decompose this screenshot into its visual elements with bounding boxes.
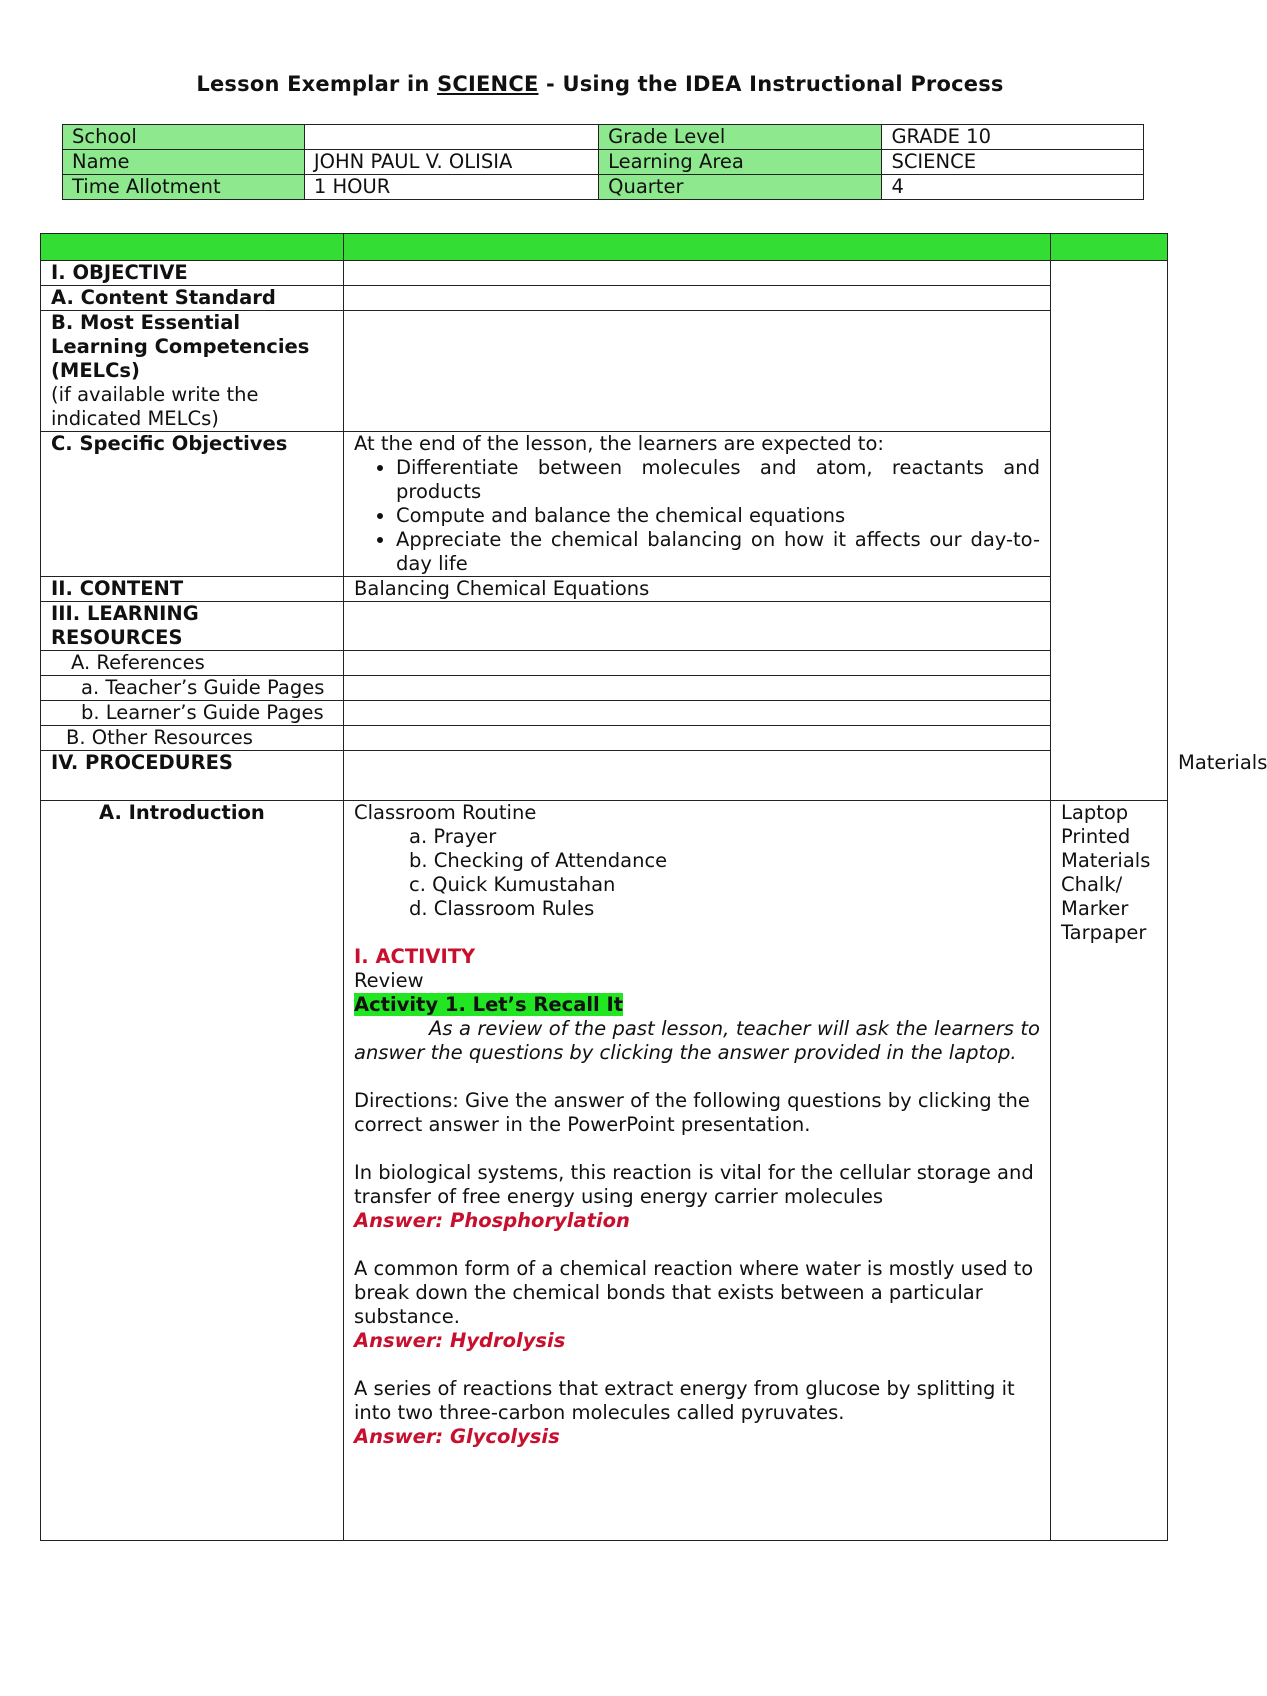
teachers-guide-text: a. Teacher’s Guide Pages (81, 676, 325, 699)
procedures-label: IV. PROCEDURES (41, 751, 344, 801)
name-label: Name (63, 150, 305, 175)
row-objective (41, 261, 1168, 286)
answer-1: Answer: Phosphorylation (354, 1209, 630, 1232)
list-item: • Differentiate between molecules and atom, reactants and products (396, 456, 1040, 504)
row-other-resources (41, 726, 1168, 751)
lesson-plan-table (40, 233, 1267, 1541)
school-value (304, 125, 598, 150)
content-standard-label: A. Content Standard (41, 286, 344, 311)
specific-objectives-list (354, 456, 1040, 576)
row-content-standard (41, 286, 1168, 311)
document-title (0, 72, 1200, 96)
question-2: A common form of a chemical reaction where water is mostly used to break down the chemical bonds that exists between a particular substance. (354, 1257, 1034, 1328)
lesson-info-table (62, 124, 1144, 200)
answer-3: Answer: Glycolysis (354, 1425, 560, 1448)
objective-label: I. OBJECTIVE (41, 261, 344, 286)
table-header-row (41, 234, 1168, 261)
teachers-guide-label (41, 676, 344, 701)
melcs-label: B. Most Essential Learning Competencies (MELCs) (51, 311, 310, 382)
routine-list (354, 825, 1040, 921)
row-introduction (41, 801, 1168, 1541)
list-item: • Compute and balance the chemical equations (396, 504, 1040, 528)
list-item: c. Quick Kumustahan (409, 873, 616, 896)
list-item: Tarpaper (1061, 921, 1147, 944)
list-item: d. Classroom Rules (409, 897, 595, 920)
content-value: Balancing Chemical Equations (344, 577, 1051, 602)
list-item: • Appreciate the chemical balancing on how it affects our day-to-day life (396, 528, 1040, 576)
time-allotment-label: Time Allotment (63, 175, 305, 200)
activity-heading: I. ACTIVITY (354, 945, 476, 968)
title-suffix: - Using the IDEA Instructional Process (538, 72, 1004, 96)
name-value: JOHN PAUL V. OLISIA (304, 150, 598, 175)
row-content (41, 577, 1168, 602)
time-allotment-value: 1 HOUR (304, 175, 598, 200)
directions-text: Directions: Give the answer of the following questions by clicking the correct answer in the PowerPoint presentation. (354, 1089, 1030, 1136)
introduction-content (344, 801, 1051, 1541)
row-learning-resources (41, 602, 1168, 651)
row-procedures: IV. PROCEDURES Materials (41, 751, 1168, 801)
list-item: Laptop (1061, 801, 1129, 824)
learning-area-label: Learning Area (599, 150, 882, 175)
title-prefix: Lesson Exemplar in (196, 72, 438, 96)
specific-objectives-intro: At the end of the lesson, the learners are expected to: (354, 432, 884, 455)
list-item: Chalk/ Marker (1061, 873, 1129, 920)
row-references (41, 651, 1168, 676)
specific-objectives-label: C. Specific Objectives (41, 432, 344, 577)
question-1: In biological systems, this reaction is vital for the cellular storage and transfer of free energy using energy carrier molecules (354, 1161, 1034, 1208)
introduction-label: A. Introduction (41, 801, 344, 1541)
list-item: Printed Materials (1061, 825, 1151, 872)
content-label: II. CONTENT (41, 577, 344, 602)
answer-2: Answer: Hydrolysis (354, 1329, 566, 1352)
specific-objectives-cell (344, 432, 1051, 577)
melcs-cell (41, 311, 344, 432)
row-specific-objectives (41, 432, 1168, 577)
review-label: Review (354, 969, 424, 992)
activity-title: Activity 1. Let’s Recall It (354, 993, 624, 1016)
school-label: School (63, 125, 305, 150)
list-item: b. Checking of Attendance (409, 849, 668, 872)
row-melcs (41, 311, 1168, 432)
materials-list (1051, 801, 1168, 1541)
quarter-value: 4 (882, 175, 1144, 200)
activity-description: As a review of the past lesson, teacher will ask the learners to answer the questions by clicking the answer provided in the laptop. (354, 1017, 1040, 1064)
learners-guide-text: b. Learner’s Guide Pages (81, 701, 324, 724)
learning-area-value: SCIENCE (882, 150, 1144, 175)
question-3: A series of reactions that extract energy from glucose by splitting it into two three-carbon molecules called pyruvates. (354, 1377, 1015, 1424)
references-label: A. References (41, 651, 344, 676)
list-item: a. Prayer (409, 825, 497, 848)
grade-level-label: Grade Level (599, 125, 882, 150)
quarter-label: Quarter (599, 175, 882, 200)
learning-resources-label: III. LEARNING RESOURCES (41, 602, 344, 651)
title-subject: SCIENCE (437, 72, 539, 96)
other-resources-label: B. Other Resources (41, 726, 344, 751)
row-teachers-guide (41, 676, 1168, 701)
row-learners-guide (41, 701, 1168, 726)
routine-title: Classroom Routine (354, 801, 537, 824)
learners-guide-label (41, 701, 344, 726)
melcs-note: (if available write the indicated MELCs) (51, 383, 259, 430)
grade-level-value: GRADE 10 (882, 125, 1144, 150)
materials-empty-cell (1051, 261, 1168, 801)
